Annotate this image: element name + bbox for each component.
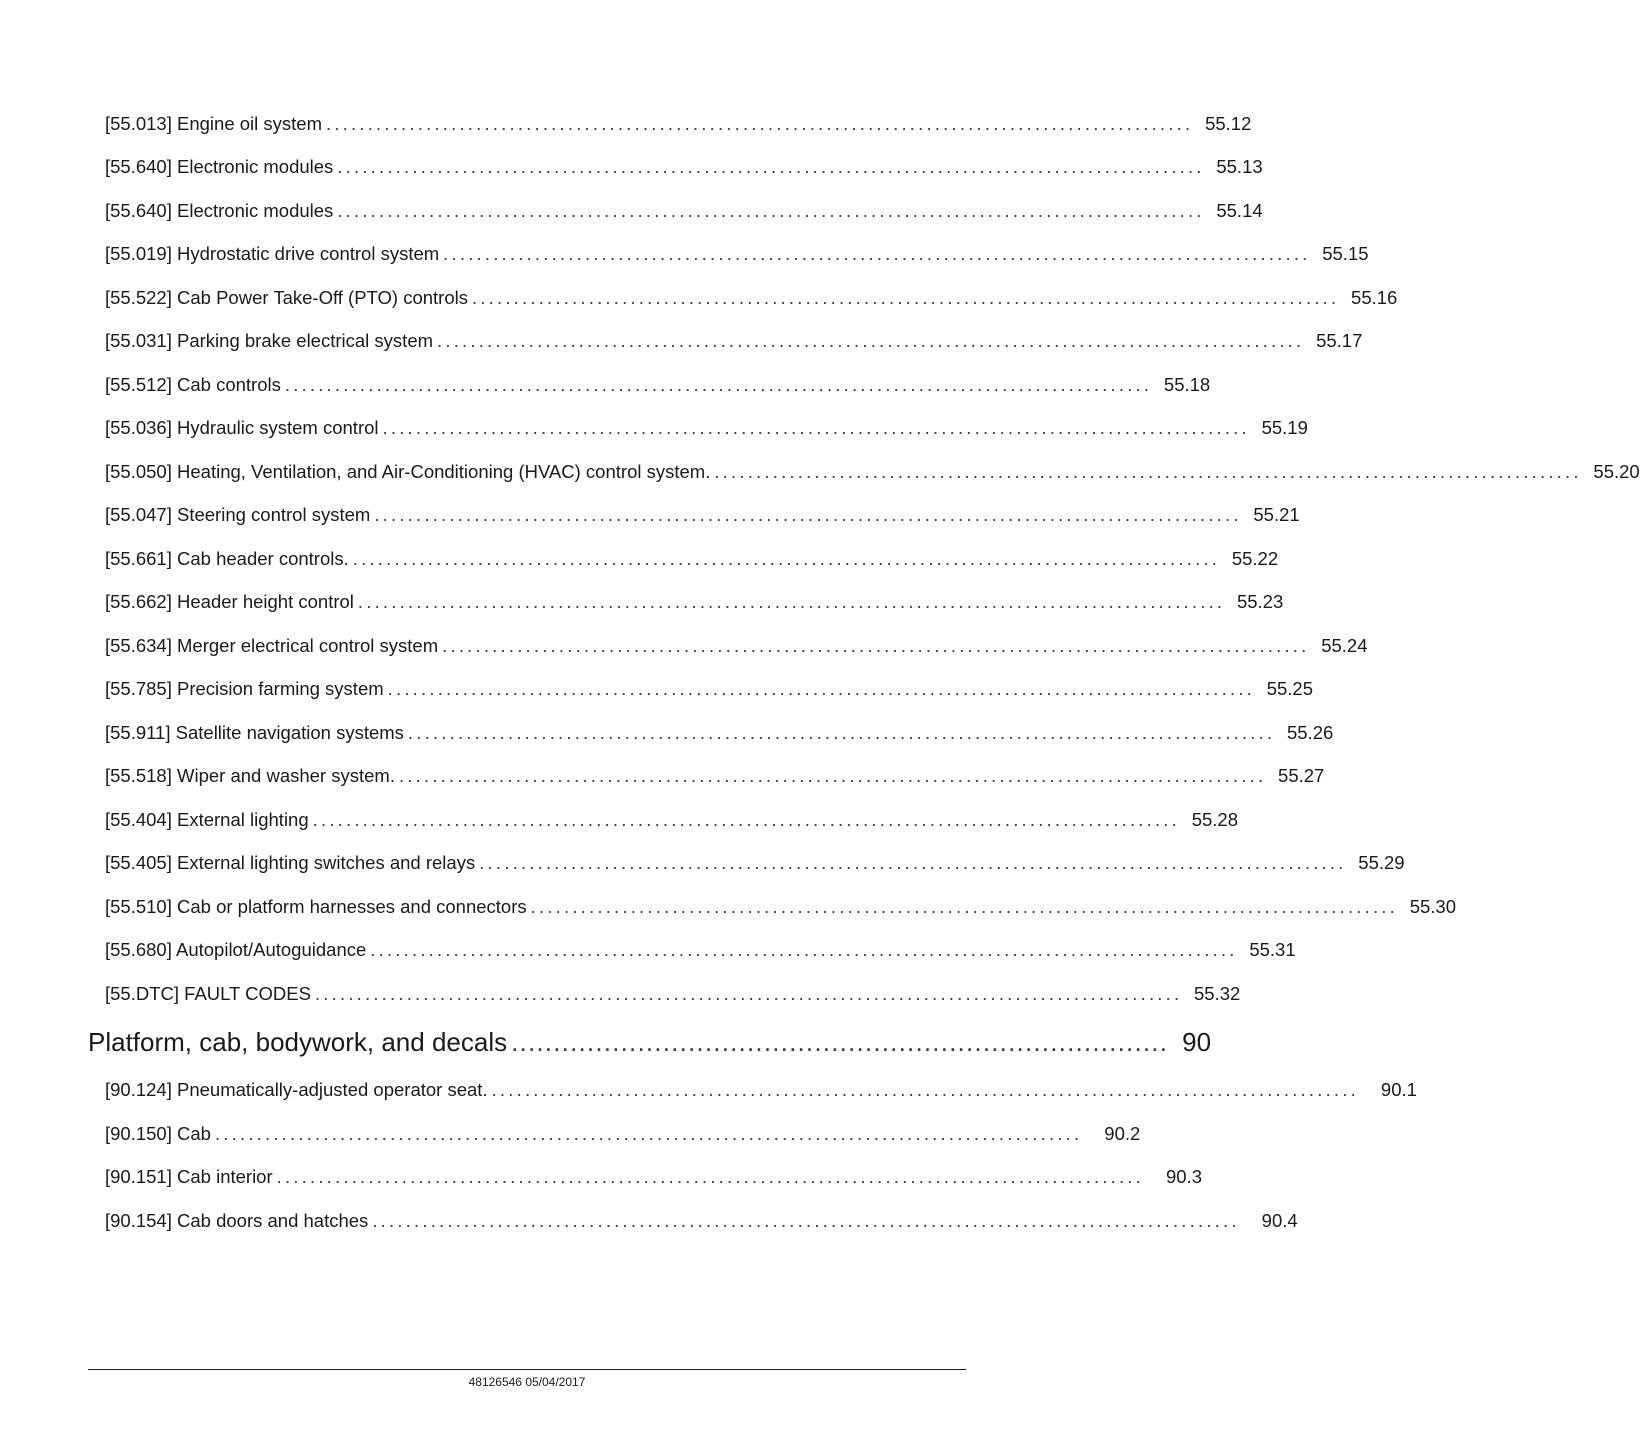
leader-dots: ........................................................................................................ (387, 678, 1256, 699)
leader-dots: ........................................................................................................ (337, 156, 1205, 177)
toc-entry-page: 55.14 (1216, 200, 1263, 221)
toc-entry-page: 55.17 (1316, 330, 1363, 351)
leader-dots: ........................................................................................................ (530, 896, 1398, 917)
leader-dots: ........................................................................................................ (326, 113, 1194, 134)
toc-entry-page: 55.16 (1351, 287, 1398, 308)
leader-dots: ........................................................................................................ (357, 591, 1226, 612)
toc-entry-title: [55.405] External lighting switches and relays (105, 852, 476, 873)
toc-entry-title: [55.047] Steering control system (105, 504, 371, 525)
toc-entry-55-640-b[interactable] (105, 200, 1263, 228)
toc-entry-title: [55.013] Engine oil system (105, 113, 322, 134)
toc-entry-90-150[interactable] (105, 1123, 1141, 1151)
leader-dots: ........................................................................................................ (407, 722, 1276, 743)
leader-dots: ........................................................................................................ (382, 417, 1250, 438)
toc-entry-55-405[interactable] (105, 852, 1405, 880)
toc-entry-title: [55.522] Cab Power Take-Off (PTO) controls (105, 287, 468, 308)
leader-dots: ........................................................................................................ (372, 1210, 1240, 1231)
toc-entry-page: 55.28 (1191, 809, 1238, 830)
toc-entry-90-151[interactable] (105, 1166, 1202, 1194)
toc-entry-title: [55.031] Parking brake electrical system (105, 330, 434, 351)
leader-dots: ........................................................................................................ (276, 1166, 1144, 1187)
toc-entry-page: 55.21 (1253, 504, 1300, 525)
toc-entry-title: [55.911] Satellite navigation systems (105, 722, 404, 743)
toc-entry-page: 90.4 (1261, 1210, 1298, 1231)
toc-entry-55-013[interactable] (105, 113, 1252, 141)
leader-dots: ........................................................................................................ (479, 852, 1347, 873)
leader-dots: ........................................................................................................ (314, 983, 1183, 1004)
toc-entry-title: [90.154] Cab doors and hatches (105, 1210, 369, 1231)
footer-divider (88, 1369, 966, 1370)
toc-entry-page: 55.18 (1163, 374, 1211, 395)
toc-entry-55-634[interactable] (105, 635, 1368, 663)
toc-entry-55-019[interactable] (105, 243, 1369, 271)
toc-entry-title: [55.640] Electronic modules (105, 156, 334, 177)
leader-dots: ........................................................................................................ (374, 504, 1242, 525)
toc-entry-90-154[interactable] (105, 1210, 1298, 1238)
toc-entry-55-785[interactable] (105, 678, 1314, 706)
leader-dots: ........................................................................................................ (312, 809, 1180, 830)
toc-entry-title: [55.512] Cab controls (105, 374, 281, 395)
toc-entry-55-512[interactable] (105, 374, 1211, 402)
toc-entry-55-522[interactable] (105, 287, 1398, 315)
leader-dots: ........................................................................................................ (437, 330, 1305, 351)
toc-entry-page: 90.2 (1104, 1123, 1141, 1144)
toc-entry-title: [55.785] Precision farming system (105, 678, 384, 699)
toc-entry-title: [55.518] Wiper and washer system. (105, 765, 395, 786)
toc-entry-55-911[interactable] (105, 722, 1334, 750)
toc-entry-page: 55.15 (1322, 243, 1369, 264)
toc-entry-55-404[interactable] (105, 809, 1238, 837)
toc-entry-title: [90.124] Pneumatically-adjusted operator seat. (105, 1079, 488, 1100)
toc-entry-page: 90.3 (1165, 1166, 1202, 1187)
toc-entry-page: 55.23 (1236, 591, 1284, 612)
toc-entry-page: 55.25 (1266, 678, 1314, 699)
toc-entry-page: 55.19 (1261, 417, 1308, 438)
toc-entry-55-680[interactable] (105, 939, 1296, 967)
leader-dots: ........................................................................................................ (471, 287, 1340, 308)
toc-entry-title: [55.640] Electronic modules (105, 200, 334, 221)
toc-entry-title: [55.404] External lighting (105, 809, 309, 830)
toc-entry-page: 55.26 (1286, 722, 1334, 743)
toc-entry-page: 55.22 (1231, 548, 1279, 569)
toc-entry-55-640-a[interactable] (105, 156, 1263, 184)
leader-dots: ........................................................................................................ (714, 461, 1582, 482)
toc-entry-page: 55.29 (1358, 852, 1405, 873)
toc-section-page: 90 (1182, 1027, 1212, 1057)
toc-section-title: Platform, cab, bodywork, and decals (88, 1027, 508, 1057)
toc-entry-90-124[interactable] (105, 1079, 1417, 1107)
toc-entry-page: 55.20 (1593, 461, 1640, 482)
toc-entry-55-518[interactable] (105, 765, 1325, 793)
toc-entry-55-662[interactable] (105, 591, 1284, 619)
toc-entry-title: [55.662] Header height control (105, 591, 354, 612)
footer-document-id: 48126546 05/04/2017 (468, 1375, 586, 1389)
leader-dots: ........................................................................................................ (370, 939, 1238, 960)
leader-dots: ........................................................................................................ (443, 243, 1311, 264)
toc-entry-page: 55.30 (1409, 896, 1456, 917)
leader-dots: ........................................................................................................ (214, 1123, 1083, 1144)
toc-entry-55-dtc[interactable] (105, 983, 1241, 1011)
toc-entry-title: [55.050] Heating, Ventilation, and Air-Conditioning (HVAC) control system. (105, 461, 711, 482)
toc-entry-55-050[interactable] (105, 461, 1640, 489)
toc-entry-title: [55.661] Cab header controls. (105, 548, 349, 569)
leader-dots: ........................................................................................................ (398, 765, 1267, 786)
toc-entry-55-510[interactable] (105, 896, 1456, 924)
toc-entry-title: [90.150] Cab (105, 1123, 211, 1144)
leader-dots: ........................................................................................................ (352, 548, 1221, 569)
toc-entry-title: [55.680] Autopilot/Autoguidance (105, 939, 367, 960)
toc-entry-title: [55.019] Hydrostatic drive control system (105, 243, 440, 264)
toc-entry-page: 55.12 (1205, 113, 1252, 134)
toc-entry-page: 55.32 (1194, 983, 1241, 1004)
leader-dots: .............................................................................. (511, 1027, 1169, 1057)
toc-entry-55-661[interactable] (105, 548, 1279, 576)
leader-dots: ........................................................................................................ (337, 200, 1205, 221)
toc-entry-page: 55.27 (1278, 765, 1325, 786)
toc-entry-55-031[interactable] (105, 330, 1363, 358)
toc-entry-page: 90.1 (1380, 1079, 1417, 1100)
leader-dots: ........................................................................................................ (491, 1079, 1359, 1100)
toc-entry-title: [55.510] Cab or platform harnesses and connectors (105, 896, 527, 917)
toc-entry-title: [55.DTC] FAULT CODES (105, 983, 311, 1004)
toc-entry-title: [90.151] Cab interior (105, 1166, 273, 1187)
toc-entry-55-036[interactable] (105, 417, 1308, 445)
leader-dots: ........................................................................................................ (442, 635, 1310, 656)
toc-section-90[interactable] (88, 1027, 1212, 1063)
toc-entry-title: [55.036] Hydraulic system control (105, 417, 379, 438)
toc-entry-page: 55.24 (1321, 635, 1368, 656)
toc-entry-title: [55.634] Merger electrical control system (105, 635, 439, 656)
toc-entry-page: 55.31 (1249, 939, 1296, 960)
toc-entry-page: 55.13 (1216, 156, 1263, 177)
toc-entry-55-047[interactable] (105, 504, 1300, 532)
leader-dots: ........................................................................................................ (284, 374, 1153, 395)
